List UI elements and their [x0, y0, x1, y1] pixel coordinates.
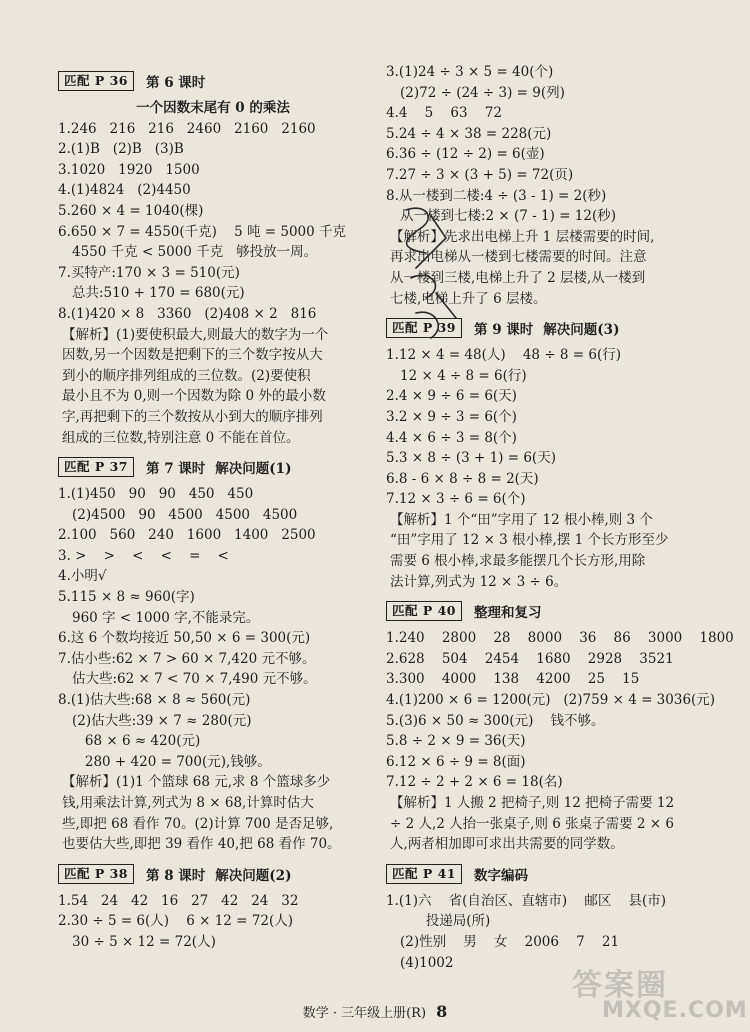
footer-subject: 数学 · 三年级上册(R): [302, 1006, 427, 1021]
analysis-line: 【解析】1 个“田”字用了 12 根小棒,则 3 个: [390, 511, 653, 528]
section-title: 解决问题(3): [543, 322, 620, 339]
answer-line: 12 × 4 ÷ 8 = 6(行): [400, 367, 527, 384]
analysis-line: 钱,用乘法计算,列式为 8 × 68,计算时估大: [62, 795, 314, 811]
answer-line: 2.628 504 2454 1680 2928 3521: [386, 650, 674, 667]
answer-line: 1.240 2800 28 8000 36 86 3000 1800: [386, 630, 734, 647]
answer-line: 5.8 ÷ 2 × 9 = 36(天): [386, 733, 526, 750]
analysis-line: 字,再把剩下的三个数按从小到大的顺序排列: [62, 408, 323, 425]
answer-line: (2)72 ÷ (24 ÷ 3) = 9(列): [400, 84, 565, 101]
answer-line: 5.(3)6 × 50 ≈ 300(元) 钱不够。: [386, 712, 605, 729]
answer-line: 7.估小些:62 × 7 > 60 × 7,420 元不够。: [58, 650, 316, 667]
analysis-line: “田”字用了 12 × 3 根小棒,摆 1 个长方形至少: [390, 532, 669, 549]
answer-line: 1.246 216 216 2460 2160 2160: [58, 120, 316, 137]
match-page-tag: 匹配 P 36: [58, 71, 134, 91]
section-header: [58, 68, 368, 94]
match-page-tag: 匹配 P 38: [58, 864, 134, 884]
answer-line: 1.(1)六 省(自治区、直辖市) 邮区 县(市): [386, 892, 667, 909]
answer-line: 30 ÷ 5 × 12 = 72(人): [72, 933, 216, 950]
analysis-line: 因数,另一个因数是把剩下的三个数字按从大: [62, 347, 323, 364]
lesson-label: 第 8 课时: [146, 867, 206, 884]
right-column: [386, 62, 734, 973]
analysis-line: 七楼,电梯上升了 6 层楼。: [390, 290, 547, 307]
section-title: 解决问题(1): [215, 461, 292, 478]
section-header: [386, 861, 711, 887]
section-title: 解决问题(2): [215, 867, 292, 884]
answer-line: 估大些:62 × 7 < 70 × 7,490 元不够。: [72, 671, 317, 688]
lesson-label: 第 7 课时: [146, 461, 206, 478]
answer-line: 4.4 5 63 72: [386, 105, 502, 122]
answer-line: 2.(1)B (2)B (3)B: [58, 141, 184, 158]
analysis-line: 再求出电梯从一楼到七楼需要的时间。注意: [390, 249, 647, 266]
section-header: [58, 454, 368, 480]
analysis-line: 些,即把 68 看作 70。(2)计算 700 是否足够,: [62, 815, 334, 832]
analysis-line: 法计算,列式为 12 × 3 ÷ 6。: [390, 573, 568, 590]
analysis-line: ÷ 2 人,2 人抬一张桌子,则 6 张桌子需要 2 × 6: [390, 815, 674, 832]
analysis-line: 【解析】(1)1 个篮球 68 元,求 8 个篮球多少: [62, 774, 331, 791]
left-column: [58, 62, 368, 953]
answer-line: 4.4 × 6 ÷ 3 = 8(个): [386, 429, 517, 446]
section-header: [58, 861, 368, 887]
section-header: [386, 315, 711, 341]
answer-line: 3.2 × 9 ÷ 3 = 6(个): [386, 408, 517, 425]
subsection-title: 一个因数末尾有 0 的乘法: [136, 100, 290, 116]
answer-line: (2)性别 男 女 2006 7 21: [400, 933, 620, 950]
answer-line: 从一楼到七楼:2 × (7 - 1) = 12(秒): [400, 208, 616, 225]
analysis-line: 组成的三位数,特别注意 0 不能在首位。: [62, 429, 300, 446]
answer-line: 1.(1)450 90 90 450 450: [58, 486, 254, 503]
watermark-logo: [572, 960, 748, 1023]
answer-line: 3.(1)24 ÷ 3 × 5 = 40(个): [386, 64, 554, 80]
answer-line: (4)1002: [400, 954, 454, 971]
answer-line: 960 字 < 1000 字,不能录完。: [72, 609, 260, 626]
analysis-line: 【解析】先求出电梯上升 1 层楼需要的时间,: [390, 228, 655, 245]
match-page-tag: 匹配 P 41: [386, 864, 462, 884]
answer-line: 2.100 560 240 1600 1400 2500: [58, 527, 316, 544]
answer-line: 3.300 4000 138 4200 25 15: [386, 671, 640, 688]
analysis-line: 最小且不为 0,则一个因数为除 0 外的最小数: [62, 388, 326, 405]
lesson-label: 数字编码: [474, 867, 528, 884]
answer-line: 4.(1)200 × 6 = 1200(元) (2)759 × 4 = 3036(元): [386, 692, 716, 709]
answer-line: 3. > > < < = <: [58, 547, 229, 564]
answer-line: 总共:510 + 170 = 680(元): [72, 285, 245, 302]
lesson-label: 第 9 课时: [474, 322, 534, 339]
answer-line: 8.(1)420 × 8 3360 (2)408 × 2 816: [58, 305, 317, 322]
analysis-line: 也要估大些,即把 39 看作 40,把 68 看作 70。: [62, 836, 341, 853]
answer-line: 8.从一楼到二楼:4 ÷ (3 - 1) = 2(秒): [386, 187, 607, 204]
answer-line: 68 × 6 ≈ 420(元): [72, 733, 201, 750]
lesson-label: 整理和复习: [474, 605, 542, 622]
answer-line: 4550 千克 < 5000 千克 够投放一周。: [72, 244, 318, 261]
answer-line: 1.54 24 42 16 27 42 24 32: [58, 892, 299, 909]
answer-line: 5.115 × 8 ≈ 960(字): [58, 589, 195, 606]
answer-line: 5.260 × 4 = 1040(棵): [58, 202, 204, 219]
answer-line: 2.4 × 9 ÷ 6 = 6(天): [386, 388, 517, 405]
match-page-tag: 匹配 P 39: [386, 318, 462, 338]
answer-line: (2)4500 90 4500 4500 4500: [72, 506, 298, 523]
lesson-label: 第 6 课时: [146, 75, 206, 91]
watermark-line1: 答案圈: [572, 968, 668, 1003]
section-header: [386, 598, 711, 624]
answer-line: 6.12 × 6 ÷ 9 = 8(面): [386, 753, 526, 770]
answer-line: 1.12 × 4 = 48(人) 48 ÷ 8 = 6(行): [386, 347, 621, 364]
answer-line: 7.买特产:170 × 3 = 510(元): [58, 264, 240, 281]
answer-line: 6.36 ÷ (12 ÷ 2) = 6(壶): [386, 146, 545, 163]
answer-line: 5.3 × 8 ÷ (3 + 1) = 6(天): [386, 450, 556, 467]
answer-line: 7.12 ÷ 2 + 2 × 6 = 18(名): [386, 774, 563, 791]
answer-line: 5.24 ÷ 4 × 38 = 228(元): [386, 125, 552, 142]
analysis-line: 【解析】1 人搬 2 把椅子,则 12 把椅子需要 12: [390, 795, 675, 811]
answer-line: 2.30 ÷ 5 = 6(人) 6 × 12 = 72(人): [58, 913, 293, 930]
answer-line: 7.12 × 3 ÷ 6 = 6(个): [386, 491, 526, 508]
answer-line: 投递局(所): [400, 913, 491, 930]
analysis-line: 从一楼到三楼,电梯上升了 2 层楼,从一楼到: [390, 269, 646, 286]
answer-line: 4.小明√: [58, 568, 107, 585]
answer-line: 4.(1)4824 (2)4450: [58, 182, 191, 199]
match-page-tag: 匹配 P 37: [58, 457, 134, 477]
answer-line: 6.650 × 7 = 4550(千克) 5 吨 = 5000 千克: [58, 223, 347, 240]
analysis-line: 需要 6 根小棒,求最多能摆几个长方形,用除: [390, 553, 646, 570]
answer-line: 7.27 ÷ 3 × (3 + 5) = 72(页): [386, 166, 574, 183]
match-page-tag: 匹配 P 40: [386, 601, 462, 621]
analysis-line: 人,两者相加即可求出共需要的同学数。: [390, 836, 624, 853]
page-number: 8: [436, 1002, 448, 1021]
answer-line: (2)估大些:39 × 7 ≈ 280(元): [72, 712, 252, 729]
answer-line: 8.(1)估大些:68 × 8 ≈ 560(元): [58, 692, 251, 709]
analysis-line: 到小的顺序排列组成的三位数。(2)要使积: [62, 367, 311, 384]
answer-line: 280 + 420 = 700(元),钱够。: [72, 753, 271, 770]
answer-line: 6.这 6 个数均接近 50,50 × 6 = 300(元): [58, 630, 311, 647]
watermark-line2: MXQE.COM: [602, 998, 748, 1023]
answer-line: 3.1020 1920 1500: [58, 161, 200, 178]
answer-line: 6.8 - 6 × 8 ÷ 8 = 2(天): [386, 470, 539, 487]
analysis-line: 【解析】(1)要使积最大,则最大的数字为一个: [62, 326, 329, 343]
